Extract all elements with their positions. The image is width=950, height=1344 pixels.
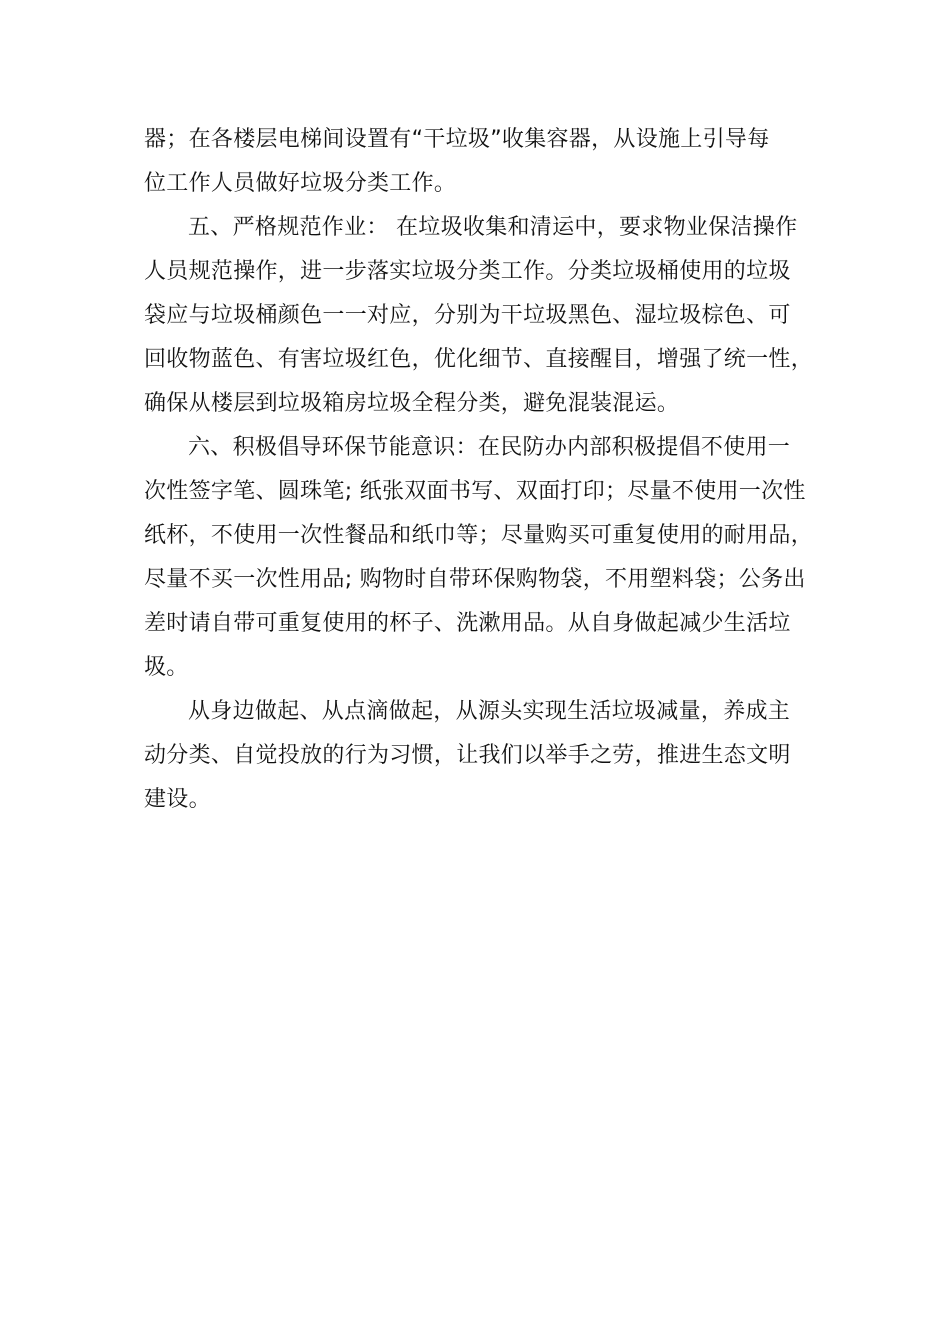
text-line: 尽量不买一次性用品; 购物时自带环保购物袋，不用塑料袋；公务出	[144, 567, 806, 592]
paragraph-start-line: 从身边做起、从点滴做起，从源头实现生活垃圾减量，养成主	[188, 699, 791, 724]
text-line: 器；在各楼层电梯间设置有“干垃圾”收集容器，从设施上引导每	[144, 127, 770, 152]
text-line: 差时请自带可重复使用的杯子、洗漱用品。从自身做起减少生活垃	[144, 611, 791, 636]
text-line: 次性签字笔、圆珠笔; 纸张双面书写、双面打印；尽量不使用一次性	[144, 479, 806, 504]
text-line: 动分类、自觉投放的行为习惯，让我们以举手之劳，推进生态文明	[144, 743, 791, 768]
document-body	[144, 118, 816, 822]
text-line: 建设。	[144, 787, 211, 812]
text-line: 位工作人员做好垃圾分类工作。	[144, 171, 457, 196]
text-line: 袋应与垃圾桶颜色一一对应，分别为干垃圾黑色、湿垃圾棕色、可	[144, 303, 791, 328]
text-line: 圾。	[144, 655, 189, 680]
text-line: 回收物蓝色、有害垃圾红色，优化细节、直接醒目，增强了统一性，	[144, 347, 814, 372]
paragraph-start-line: 六、积极倡导环保节能意识：在民防办内部积极提倡不使用一	[188, 435, 791, 460]
text-line: 纸杯，不使用一次性餐品和纸巾等；尽量购买可重复使用的耐用品，	[144, 523, 814, 548]
text-line: 人员规范操作，进一步落实垃圾分类工作。分类垃圾桶使用的垃圾	[144, 259, 791, 284]
paragraph-start-line: 五、严格规范作业： 在垃圾收集和清运中，要求物业保洁操作	[188, 215, 798, 240]
text-line: 确保从楼层到垃圾箱房垃圾全程分类，避免混装混运。	[144, 391, 680, 416]
